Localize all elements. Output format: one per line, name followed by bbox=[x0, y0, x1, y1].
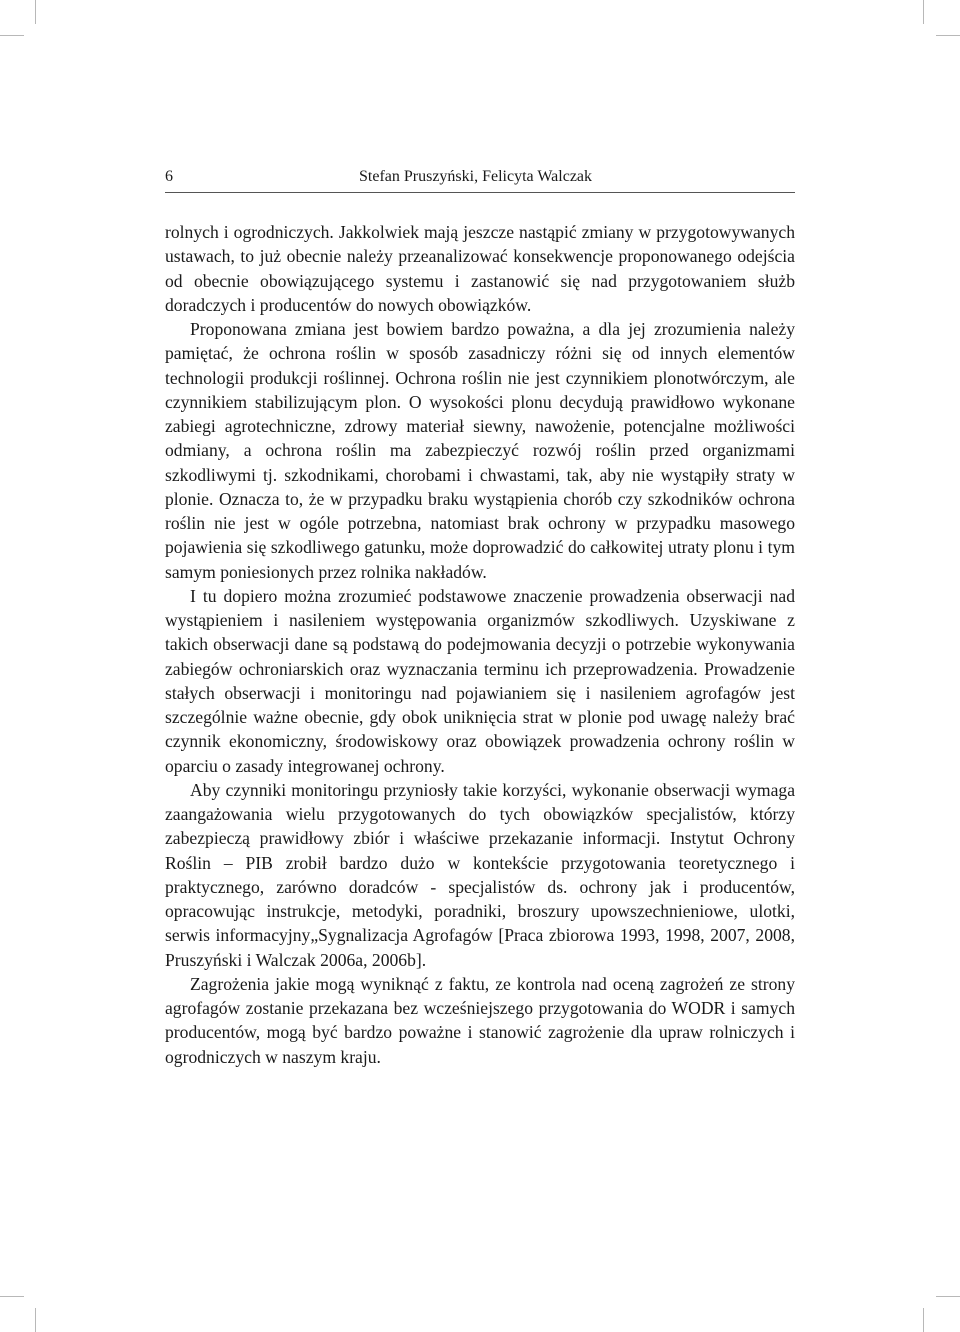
paragraph: rolnych i ogrodniczych. Jakkolwiek mają jeszcze nastąpić zmiany w przygotowywanych ustawach, to już obecnie należy przeanalizować konsekwencje proponowanego odejścia od obecnie obowiązującego systemu i zastanowić się nad przygotowaniem służb doradczych i producentów do nowych obowiązków. bbox=[165, 222, 795, 315]
paragraph: Aby czynniki monitoringu przyniosły takie korzyści, wykonanie obserwacji wymaga zaangażowania wielu przygotowanych do tych obowiązków specjalistów, którzy zabezpieczą prawidłowy zbiór i właściwe przekazanie informacji. Instytut Ochrony Roślin – PIB zrobił bardzo dużo w kontekście przygotowania teoretycznego i praktycznego, zarówno doradców - specjalistów ds. ochrony jak i producentów, opracowując instrukcje, metodyki, poradniki, broszury upowszechnieniowe, ulotki, serwis informacyjny„Sygnalizacja Agrofagów [Praca zbiorowa 1993, 1998, 2007, 2008, Pruszyński i Walczak 2006a, 2006b]. bbox=[165, 779, 795, 970]
page-number: 6 bbox=[165, 168, 173, 185]
crop-mark bbox=[0, 35, 24, 36]
body-text bbox=[165, 220, 795, 1069]
crop-mark bbox=[0, 1296, 24, 1297]
paragraph: Proponowana zmiana jest bowiem bardzo poważna, a dla jej zrozumienia należy pamiętać, że ochrona roślin w sposób zasadniczy różni się od innych elementów technologii produkcji roślinnej. Ochrona roślin nie jest czynnikiem plonotwórczym, ale czynnikiem stabilizującym plon. O wysokości plonu decydują prawidłowo wykonane zabiegi agrotechniczne, zdrowy materiał siewny, nawożenie, potencjalne możliwości odmiany, a ochrona roślin ma zabezpieczyć rozwój roślin przed organizmami szkodliwymi tj. szkodnikami, chorobami i chwastami, tak, aby nie wystąpiły straty w plonie. Oznacza to, że w przypadku braku wystąpienia chorób czy szkodników ochrona roślin nie jest w ogóle potrzebna, natomiast brak ochrony w przypadku masowego pojawienia się szkodliwego gatunku, może doprowadzić do całkowitej utraty plonu i tym samym poniesionych przez rolnika nakładów. bbox=[165, 319, 795, 582]
crop-mark bbox=[936, 1296, 960, 1297]
crop-mark bbox=[35, 1308, 36, 1332]
crop-mark bbox=[936, 35, 960, 36]
paragraph: Zagrożenia jakie mogą wyniknąć z faktu, ze kontrola nad oceną zagrożeń ze strony agrofagów zostanie przekazana bez wcześniejszego przygotowania do WODR i samych producentów, mogą być bardzo poważne i stanowić zagrożenie dla upraw rolniczych i ogrodniczych w naszym kraju. bbox=[165, 973, 795, 1067]
header-authors: Stefan Pruszyński, Felicyta Walczak bbox=[359, 168, 593, 185]
crop-mark bbox=[923, 0, 924, 24]
paragraph: I tu dopiero można zrozumieć podstawowe znaczenie prowadzenia obserwacji nad wystąpieniem i nasileniem występowania organizmów szkodliwych. Uzyskiwane z takich obserwacji dane są podstawą do podejmowania decyzji o potrzebie wykonywania zabiegów ochroniarskich oraz wyznaczania terminu ich przeprowadzenia. Prowadzenie stałych obserwacji i monitoringu nad pojawianiem się i nasileniem agrofagów jest szczególnie ważne obecnie, gdy obok uniknięcia strat w plonie pod uwagę należy brać czynnik ekonomiczny, środowiskowy oraz obowiązek prowadzenia ochrony roślin w oparciu o zasady integrowanej ochrony. bbox=[165, 585, 795, 776]
crop-mark bbox=[35, 0, 36, 24]
crop-mark bbox=[923, 1308, 924, 1332]
running-header bbox=[165, 166, 795, 193]
